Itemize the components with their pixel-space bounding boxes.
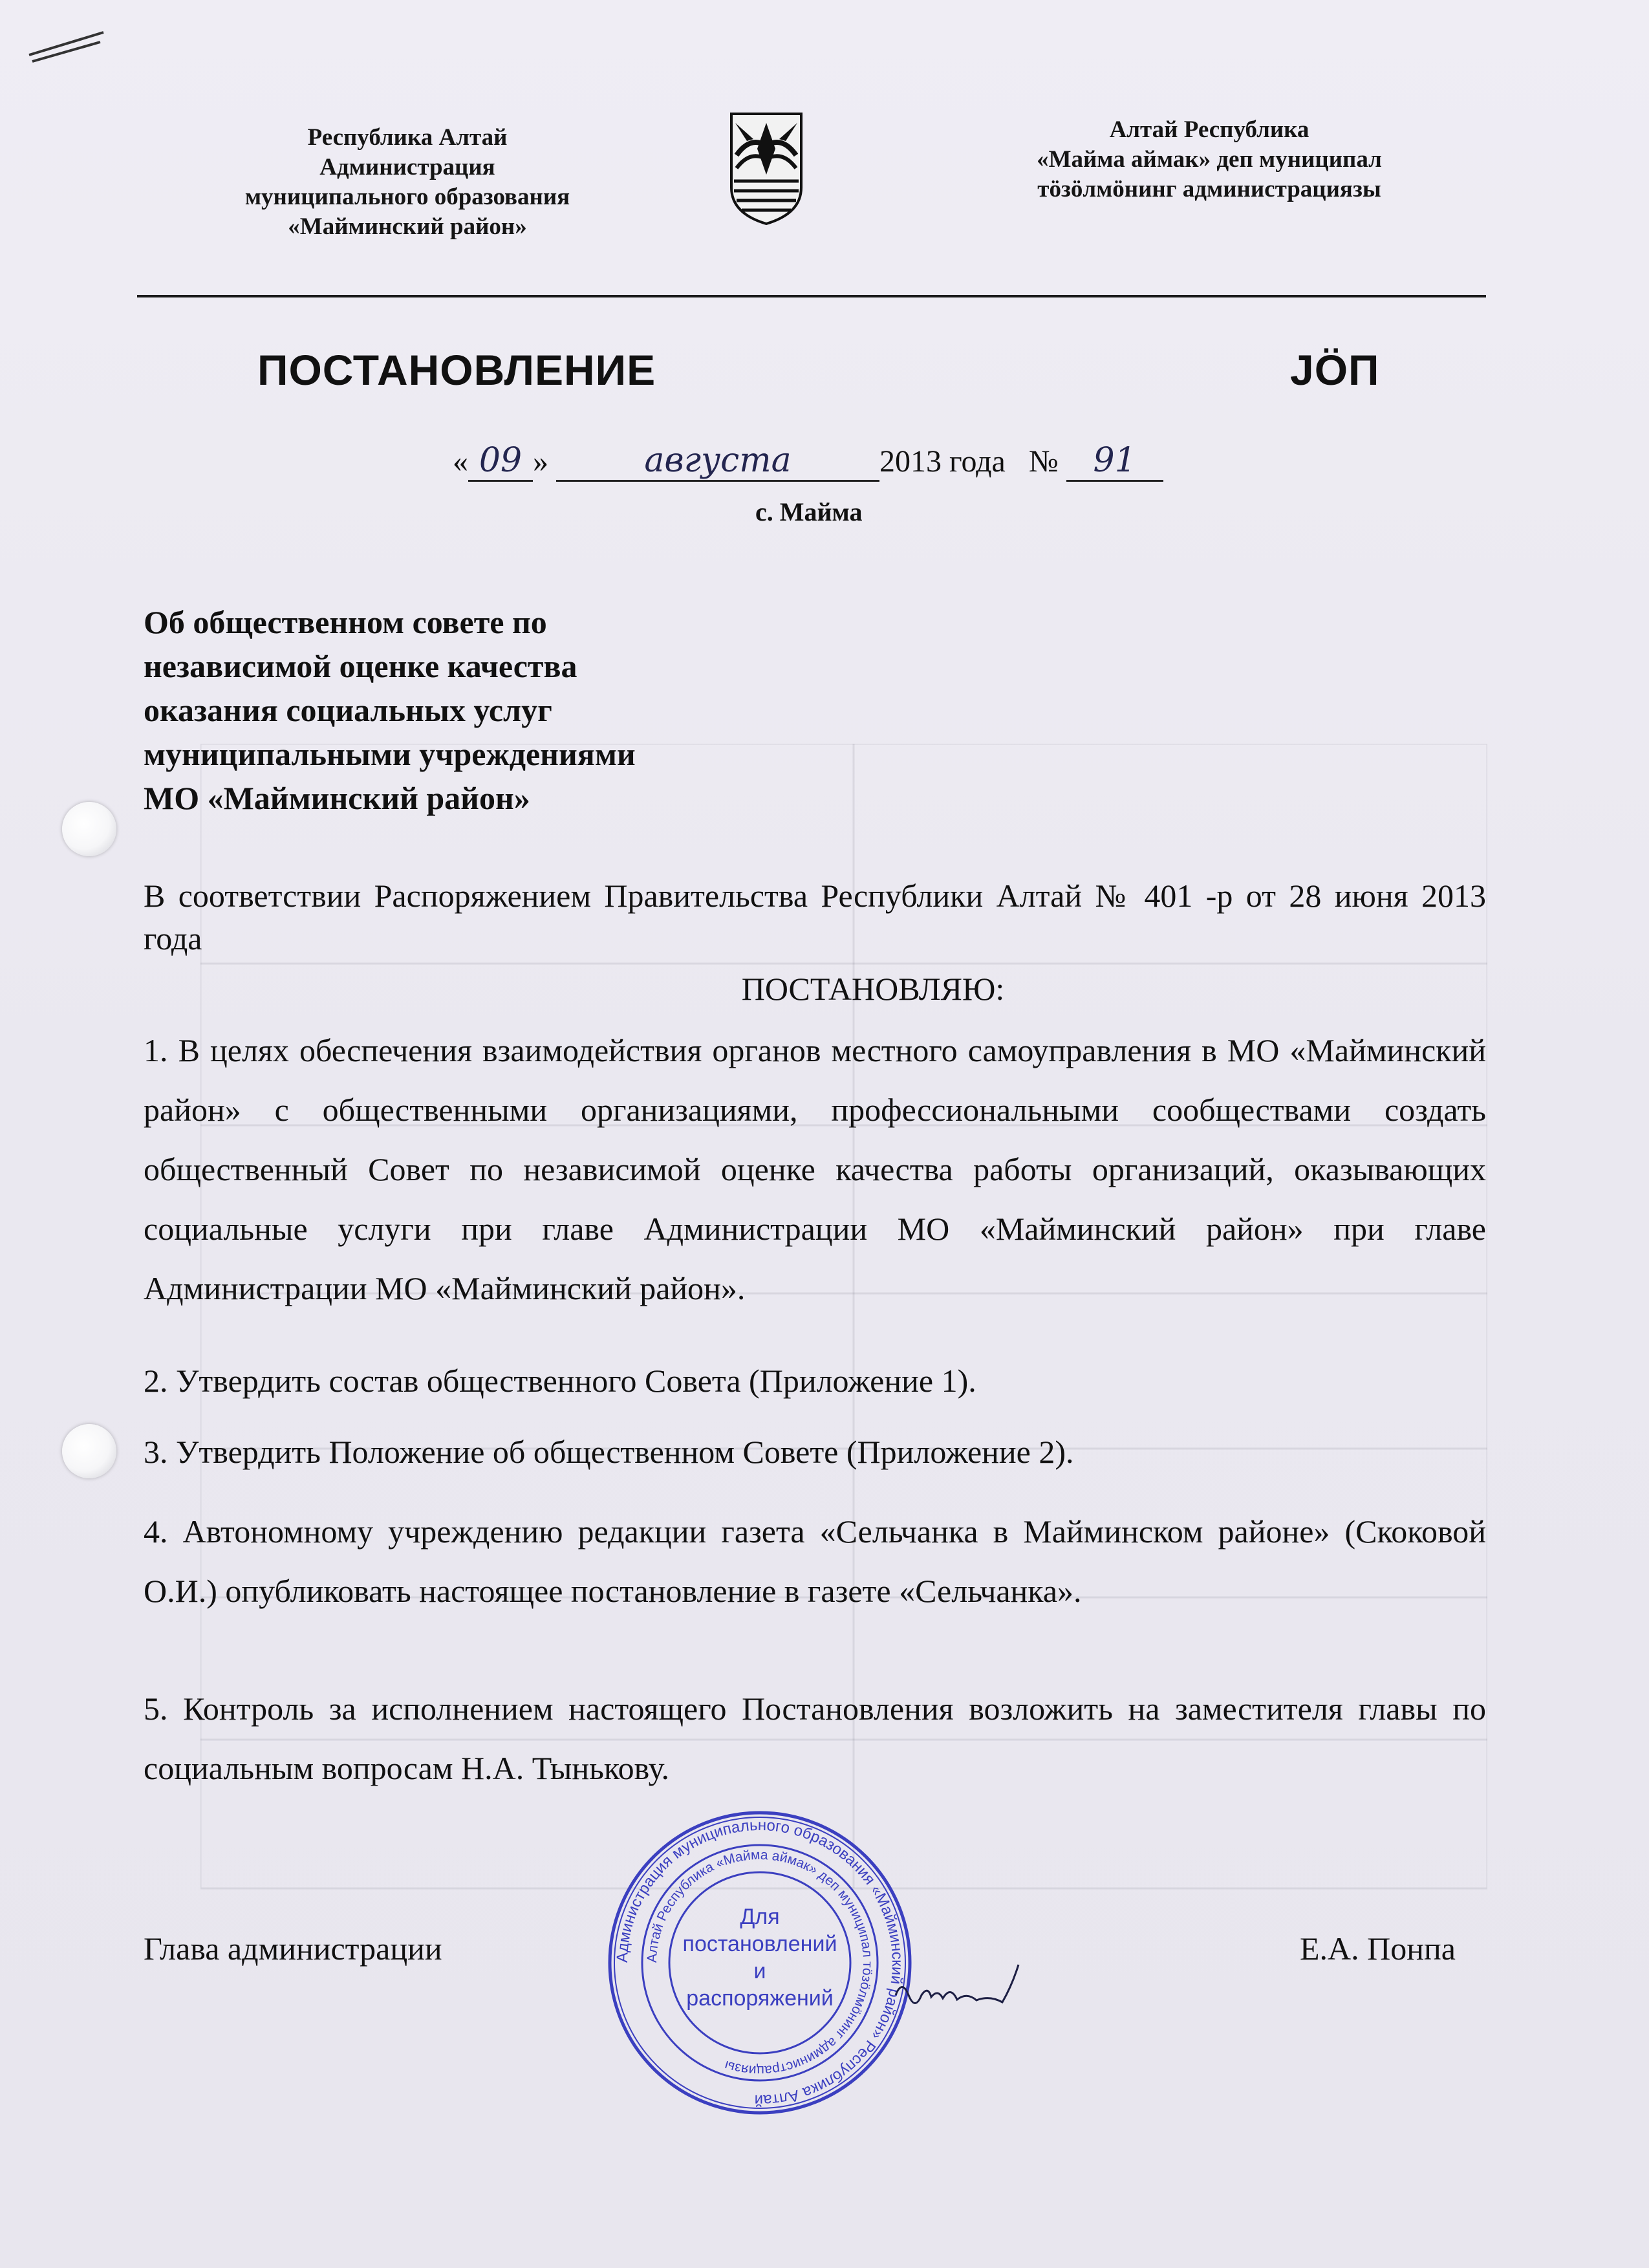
official-stamp	[605, 1808, 915, 2118]
signatory-title: Глава администрации	[144, 1930, 442, 1967]
subject-line: оказания социальных услуг	[144, 692, 552, 728]
number-sign: №	[1028, 444, 1059, 479]
clause-3: 3. Утвердить Положение об общественном Совете (Приложение 2).	[144, 1434, 1074, 1470]
decree-word: ПОСТАНОВЛЯЮ:	[741, 971, 1005, 1007]
header-left-line: «Майминский район»	[288, 213, 527, 240]
document-subject	[144, 600, 790, 820]
clause-4: 4. Автономному учреждению редакции газета «Сельчанка в Майминском районе» (Скоковой О.И.) опубликовать настоящее постановление в газете «Сельчанка».	[144, 1513, 1486, 1609]
stamp-center-line: Для	[740, 1905, 780, 1929]
subject-line: независимой оценке качества	[144, 648, 577, 684]
date-month: августа	[556, 441, 879, 482]
stamp-inner-text: Алтай Республика «Майма аймак» деп муниципал тöзöлмöнинг администрациязы	[644, 1847, 876, 2079]
issue-place: с. Майма	[755, 497, 863, 526]
document-type-russian: ПОСТАНОВЛЕНИЕ	[257, 346, 656, 394]
document-type-altai: JÖП	[1290, 346, 1380, 394]
punch-hole-top	[62, 802, 116, 856]
header-divider	[137, 295, 1486, 297]
header-left-line: Республика Алтай	[307, 124, 508, 151]
date-year: 2013 года	[879, 444, 1006, 479]
date-day: 09	[468, 441, 533, 482]
corner-pen-mark	[26, 26, 110, 65]
stamp-outer-text: Администрация муниципального образования «Майминский район» Республика Алтай	[613, 1816, 907, 2110]
subject-line: Об общественном совете по	[144, 604, 547, 640]
stamp-center-line: распоряжений	[686, 1986, 834, 2011]
header-left	[194, 123, 621, 242]
date-open-quote: «	[453, 444, 468, 479]
header-left-line: муниципального образования	[244, 184, 570, 210]
header-right-line: тöзöлмöнинг администрациязы	[1037, 176, 1381, 202]
stamp-center-line: и	[753, 1959, 766, 1983]
subject-line: МО «Майминский район»	[144, 780, 530, 816]
header-right	[970, 115, 1449, 204]
clause-1: 1. В целях обеспечения взаимодействия органов местного самоуправления в МО «Майминский район» с общественными организациями, профессиональными сообществами создать общественный Совет по независимой оценке качества работы организаций, оказывающих социальные услуги при главе Администрации МО «Майминский район» при главе Администрации МО «Майминский район».	[144, 1032, 1486, 1306]
punch-hole-bottom	[62, 1424, 116, 1478]
legal-basis-paragraph: В соответствии Распоряжением Правительства Республики Алтай № 401 -р от 28 июня 2013 года	[144, 878, 1486, 956]
date-line	[453, 441, 1163, 482]
handwritten-signature	[892, 1960, 1022, 2018]
coat-of-arms-emblem	[727, 110, 805, 226]
stamp-center-line: постановлений	[682, 1932, 837, 1956]
header-right-line: «Майма аймак» деп муниципал	[1037, 146, 1382, 173]
date-close-quote: »	[533, 444, 548, 479]
header-left-line: Администрация	[319, 154, 495, 180]
signatory-name: Е.А. Понпа	[1300, 1930, 1456, 1967]
subject-line: муниципальными учреждениями	[144, 736, 636, 772]
document-number: 91	[1066, 441, 1163, 482]
clause-2: 2. Утвердить состав общественного Совета (Приложение 1).	[144, 1363, 976, 1399]
clause-5: 5. Контроль за исполнением настоящего Постановления возложить на заместителя главы по социальным вопросам Н.А. Тынькову.	[144, 1690, 1486, 1786]
header-right-line: Алтай Республика	[1109, 116, 1310, 143]
